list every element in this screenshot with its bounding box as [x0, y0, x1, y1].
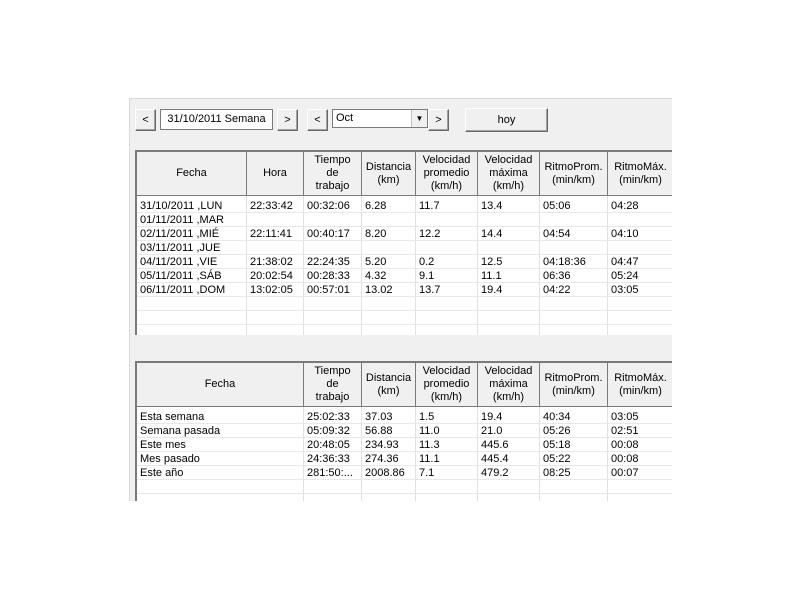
- weekly-cell-ritmomax[interactable]: 04:28: [611, 200, 639, 212]
- summary-column-separator: [303, 407, 304, 501]
- weekly-grid[interactable]: [135, 150, 672, 335]
- weekly-header-ritmoprom[interactable]: RitmoProm. (min/km): [540, 152, 608, 196]
- weekly-cell-ritmoprom[interactable]: 04:18:36: [543, 256, 586, 268]
- summary-header-velmax[interactable]: Velocidad máxima (km/h): [478, 363, 540, 407]
- summary-cell-velprom[interactable]: 11.3: [419, 439, 440, 451]
- weekly-cell-velmax[interactable]: [481, 213, 538, 227]
- weekly-cell-hora[interactable]: 13:02:05: [250, 284, 293, 296]
- weekly-cell-tiempo[interactable]: 00:32:06: [307, 200, 350, 212]
- weekly-cell-velmax[interactable]: [481, 241, 538, 255]
- weekly-cell-ritmoprom[interactable]: 04:54: [543, 228, 571, 240]
- summary-cell-ritmomax[interactable]: 00:07: [611, 467, 639, 479]
- weekly-cell-distancia[interactable]: 8.20: [365, 228, 387, 240]
- weekly-cell-hora[interactable]: 22:11:41: [250, 228, 293, 240]
- summary-cell-velprom[interactable]: 7.1: [419, 467, 435, 479]
- weekly-cell-tiempo[interactable]: 22:24:35: [307, 256, 350, 268]
- weekly-column-separator: [607, 196, 608, 335]
- next-month-button[interactable]: >: [428, 109, 449, 131]
- summary-cell-velprom[interactable]: 11.1: [419, 453, 440, 465]
- summary-grid[interactable]: [135, 361, 672, 501]
- weekly-cell-distancia[interactable]: 13.02: [365, 284, 393, 296]
- weekly-cell-ritmoprom[interactable]: [543, 213, 606, 227]
- weekly-cell-fecha[interactable]: 03/11/2011 ,JUE: [140, 242, 221, 254]
- weekly-header-hora[interactable]: Hora: [247, 152, 304, 196]
- weekly-cell-ritmomax[interactable]: 03:05: [611, 284, 639, 296]
- summary-header-ritmomax[interactable]: RitmoMáx. (min/km): [608, 363, 672, 407]
- weekly-cell-ritmomax[interactable]: [611, 241, 672, 255]
- weekly-cell-distancia[interactable]: [365, 241, 414, 255]
- weekly-row-separator: [137, 310, 672, 311]
- weekly-cell-fecha[interactable]: 06/11/2011 ,DOM: [140, 284, 226, 296]
- weekly-cell-ritmoprom[interactable]: 05:06: [543, 200, 571, 212]
- summary-header-ritmoprom[interactable]: RitmoProm. (min/km): [540, 363, 608, 407]
- summary-header-distancia[interactable]: Distancia (km): [362, 363, 416, 407]
- weekly-cell-ritmomax[interactable]: 04:47: [611, 256, 639, 268]
- weekly-cell-fecha[interactable]: 31/10/2011 ,LUN: [140, 200, 223, 212]
- weekly-cell-hora[interactable]: 21:38:02: [250, 256, 293, 268]
- panel-left-border: [129, 98, 130, 501]
- summary-column-separator: [477, 407, 478, 501]
- weekly-column-separator: [303, 196, 304, 335]
- summary-cell-ritmomax[interactable]: 03:05: [611, 411, 639, 423]
- summary-cell-tiempo[interactable]: 05:09:32: [307, 425, 350, 437]
- summary-cell-fecha[interactable]: Semana pasada: [140, 425, 221, 437]
- summary-cell-velprom[interactable]: 11.0: [419, 425, 440, 437]
- summary-row-separator: [137, 493, 672, 494]
- weekly-cell-ritmomax[interactable]: 05:24: [611, 270, 639, 282]
- chevron-down-icon[interactable]: ▼: [411, 110, 427, 127]
- weekly-column-separator: [477, 196, 478, 335]
- weekly-cell-distancia[interactable]: 6.28: [365, 200, 387, 212]
- weekly-cell-velprom[interactable]: 12.2: [419, 228, 441, 240]
- summary-cell-tiempo[interactable]: 20:48:05: [307, 439, 350, 451]
- weekly-column-separator: [415, 196, 416, 335]
- weekly-row-separator: [137, 324, 672, 325]
- weekly-cell-ritmoprom[interactable]: [543, 241, 606, 255]
- summary-column-separator: [415, 407, 416, 501]
- weekly-cell-velprom[interactable]: 0.2: [419, 256, 435, 268]
- weekly-cell-velprom[interactable]: 11.7: [419, 200, 440, 212]
- weekly-cell-distancia[interactable]: [365, 213, 414, 227]
- weekly-cell-distancia[interactable]: 5.20: [365, 256, 387, 268]
- weekly-cell-velmax[interactable]: 13.4: [481, 200, 503, 212]
- weekly-cell-distancia[interactable]: 4.32: [365, 270, 387, 282]
- summary-cell-distancia[interactable]: 56.88: [365, 425, 393, 437]
- summary-cell-distancia[interactable]: 234.93: [365, 439, 399, 451]
- weekly-cell-ritmoprom[interactable]: 04:22: [543, 284, 571, 296]
- summary-header-velprom[interactable]: Velocidad promedio (km/h): [416, 363, 478, 407]
- prev-week-button[interactable]: <: [135, 109, 156, 131]
- weekly-cell-velprom[interactable]: [419, 213, 476, 227]
- summary-cell-distancia[interactable]: 2008.86: [365, 467, 405, 479]
- weekly-cell-velmax[interactable]: 14.4: [481, 228, 503, 240]
- summary-cell-fecha[interactable]: Este año: [140, 467, 184, 479]
- summary-cell-tiempo[interactable]: 25:02:33: [307, 411, 350, 423]
- weekly-header-velmax[interactable]: Velocidad máxima (km/h): [478, 152, 540, 196]
- weekly-cell-velmax[interactable]: 11.1: [481, 270, 502, 282]
- weekly-cell-tiempo[interactable]: 00:40:17: [307, 228, 350, 240]
- weekly-column-separator: [539, 196, 540, 335]
- summary-cell-ritmomax[interactable]: 00:08: [611, 453, 639, 465]
- weekly-cell-fecha[interactable]: 02/11/2011 ,MIÉ: [140, 228, 220, 240]
- summary-cell-ritmoprom[interactable]: 40:34: [543, 411, 571, 423]
- summary-cell-ritmomax[interactable]: 00:08: [611, 439, 639, 451]
- weekly-cell-tiempo[interactable]: 00:57:01: [307, 284, 350, 296]
- summary-cell-velmax[interactable]: 21.0: [481, 425, 503, 437]
- next-week-button[interactable]: >: [277, 109, 298, 131]
- weekly-cell-velprom[interactable]: 13.7: [419, 284, 441, 296]
- weekly-cell-hora[interactable]: [250, 213, 302, 227]
- summary-cell-tiempo[interactable]: 281:50:...: [307, 467, 353, 479]
- weekly-cell-fecha[interactable]: 04/11/2011 ,VIE: [140, 256, 218, 268]
- summary-cell-velmax[interactable]: 479.2: [481, 467, 509, 479]
- summary-column-separator: [607, 407, 608, 501]
- panel-top-border: [129, 98, 672, 99]
- weekly-cell-ritmoprom[interactable]: 06:36: [543, 270, 571, 282]
- summary-cell-velmax[interactable]: 445.4: [481, 453, 509, 465]
- summary-header-tiempo[interactable]: Tiempo de trabajo: [304, 363, 362, 407]
- prev-month-button[interactable]: <: [307, 109, 328, 131]
- summary-cell-fecha[interactable]: Esta semana: [140, 411, 205, 423]
- weekly-cell-velmax[interactable]: 19.4: [481, 284, 503, 296]
- weekly-header-ritmomax[interactable]: RitmoMáx. (min/km): [608, 152, 672, 196]
- summary-cell-ritmoprom[interactable]: 05:22: [543, 453, 571, 465]
- summary-cell-tiempo[interactable]: 24:36:33: [307, 453, 350, 465]
- summary-cell-distancia[interactable]: 37.03: [365, 411, 393, 423]
- weekly-cell-hora[interactable]: [250, 241, 302, 255]
- summary-column-separator: [539, 407, 540, 501]
- weekly-cell-tiempo[interactable]: [307, 241, 360, 255]
- weekly-column-separator: [246, 196, 247, 335]
- today-button[interactable]: hoy: [465, 108, 548, 132]
- weekly-header-velprom[interactable]: Velocidad promedio (km/h): [416, 152, 478, 196]
- weekly-cell-hora[interactable]: 20:02:54: [250, 270, 293, 282]
- month-select[interactable]: [332, 109, 428, 128]
- summary-cell-velmax[interactable]: 19.4: [481, 411, 503, 423]
- summary-cell-ritmoprom[interactable]: 05:26: [543, 425, 571, 437]
- summary-cell-distancia[interactable]: 274.36: [365, 453, 399, 465]
- weekly-cell-hora[interactable]: 22:33:42: [250, 200, 293, 212]
- weekly-cell-velprom[interactable]: [419, 241, 476, 255]
- weekly-header-distancia[interactable]: Distancia (km): [362, 152, 416, 196]
- weekly-cell-fecha[interactable]: 05/11/2011 ,SÁB: [140, 270, 222, 282]
- weekly-header-tiempo[interactable]: Tiempo de trabajo: [304, 152, 362, 196]
- weekly-cell-tiempo[interactable]: 00:28:33: [307, 270, 350, 282]
- summary-cell-fecha[interactable]: Este mes: [140, 439, 186, 451]
- weekly-cell-fecha[interactable]: 01/11/2011 ,MAR: [140, 214, 224, 226]
- weekly-cell-velmax[interactable]: 12.5: [481, 256, 503, 268]
- summary-cell-ritmomax[interactable]: 02:51: [611, 425, 639, 437]
- summary-cell-ritmoprom[interactable]: 08:25: [543, 467, 571, 479]
- main-panel: [129, 98, 672, 501]
- weekly-header-fecha[interactable]: Fecha: [137, 152, 247, 196]
- summary-cell-fecha[interactable]: Mes pasado: [140, 453, 200, 465]
- weekly-cell-velprom[interactable]: 9.1: [419, 270, 435, 282]
- summary-cell-ritmoprom[interactable]: 05:18: [543, 439, 571, 451]
- summary-cell-velmax[interactable]: 445.6: [481, 439, 509, 451]
- weekly-column-separator: [361, 196, 362, 335]
- weekly-cell-tiempo[interactable]: [307, 213, 360, 227]
- summary-column-separator: [361, 407, 362, 501]
- month-select-value: Oct: [336, 112, 354, 124]
- weekly-cell-ritmomax[interactable]: 04:10: [611, 228, 639, 240]
- summary-header-fecha[interactable]: Fecha: [137, 363, 304, 407]
- weekly-cell-ritmomax[interactable]: [611, 213, 672, 227]
- summary-cell-velprom[interactable]: 1.5: [419, 411, 435, 423]
- week-label: 31/10/2011 Semana: [160, 109, 273, 130]
